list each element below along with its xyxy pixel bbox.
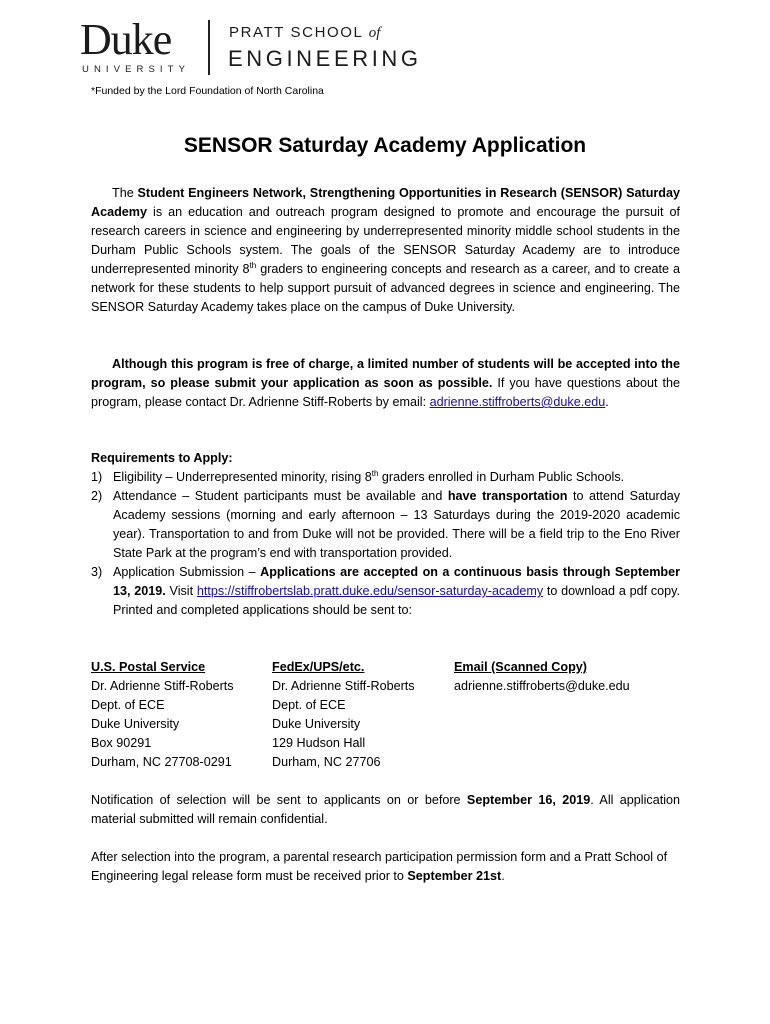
address-column-email (454, 658, 630, 696)
contact-email-link[interactable]: adrienne.stiffroberts@duke.edu (429, 395, 606, 409)
address-line: Durham, NC 27708-0291 (91, 755, 232, 769)
requirement-text: to download a pdf copy. Printed and completed applications should be sent to: (113, 584, 681, 617)
address-line: Dept. of ECE (272, 698, 346, 712)
requirements-heading (91, 449, 680, 468)
pratt-school-logo-line1 (229, 24, 380, 42)
logo-divider (208, 20, 210, 75)
address-header: FedEx/UPS/etc. (272, 660, 365, 674)
requirement-item-eligibility (91, 468, 680, 487)
requirement-bold: Applications are accepted on a continuous basis through September 13, 2019. (113, 565, 680, 598)
contact-paragraph (91, 355, 680, 412)
intro-sup: th (249, 260, 257, 270)
requirement-item-submission (91, 563, 680, 620)
after-selection-text: . (501, 869, 505, 883)
address-header: Email (Scanned Copy) (454, 660, 587, 674)
notification-date: September 16, 2019 (466, 793, 591, 807)
requirement-number: 2) (91, 489, 103, 503)
contact-bold: Although this program is free of charge, a limited number of students will be accepted into the program, so please submit your application as soon as possible. (91, 357, 680, 390)
requirement-item-attendance (91, 487, 680, 563)
pratt-school-text: PRATT SCHOOL (229, 24, 363, 41)
pratt-engineering-text: ENGINEERING (228, 46, 422, 71)
duke-logo-university: UNIVERSITY (82, 64, 191, 75)
after-selection-paragraph (91, 848, 680, 886)
requirement-text: graders enrolled in Durham Public Schools. (378, 470, 625, 484)
requirements-list (91, 468, 680, 620)
duke-university-logo (80, 15, 192, 76)
requirements-heading-text: Requirements to Apply: (91, 451, 233, 465)
intro-program-name: Student Engineers Network, Strengthening Opportunities in Research (SENSOR) Saturday Academy (91, 186, 681, 219)
requirement-text: Application Submission – (113, 565, 261, 579)
email-address: adrienne.stiffroberts@duke.edu (454, 679, 630, 693)
address-column-postal (91, 658, 234, 772)
address-line: Dept. of ECE (91, 698, 165, 712)
address-line: 129 Hudson Hall (272, 736, 366, 750)
requirement-text: to attend Saturday Academy sessions (morning and early afternoon – 13 Saturdays during the 2019-2020 academic year). Transportation to and from Duke will not be provided. There will be a field trip to the Eno River State Park at the program’s end with transportation provided. (113, 489, 681, 560)
page-title: SENSOR Saturday Academy Application (183, 134, 587, 157)
address-column-fedex (272, 658, 415, 772)
contact-text: If you have questions about the program, please contact Dr. Adrienne Stiff-Roberts by email: (91, 376, 680, 409)
requirement-text: Eligibility – Underrepresented minority, rising 8 (113, 470, 372, 484)
address-header: U.S. Postal Service (91, 660, 206, 674)
after-selection-date: September 21st (407, 869, 502, 883)
notification-paragraph (91, 791, 680, 829)
funded-note: *Funded by the Lord Foundation of North Carolina (91, 85, 324, 97)
pratt-of-text: of (368, 25, 381, 41)
address-line: Durham, NC 27706 (272, 755, 381, 769)
notification-text: . All application material submitted will remain confidential. (91, 793, 681, 826)
duke-logo-wordmark: Duke (80, 15, 172, 64)
requirement-sup: th (371, 468, 379, 478)
intro-text-a: is an education and outreach program designed to promote and encourage the pursuit of research careers in science and engineering by underrepresented minority middle school students in the Durham Public Schools system. The goals of the SENSOR Saturday Academy are to introduce underrepresented minority 8 (91, 205, 680, 276)
notification-text: Notification of selection will be sent to applicants on or before (91, 793, 467, 807)
address-line: Duke University (272, 717, 361, 731)
requirement-number: 3) (91, 565, 103, 579)
requirement-number: 1) (91, 470, 103, 484)
after-selection-text: After selection into the program, a parental research participation permission form and a Pratt School of Engineering legal release form must be received prior to (91, 850, 668, 883)
requirement-bold: have transportation (447, 489, 568, 503)
academy-website-link[interactable]: https://stiffrobertslab.pratt.duke.edu/sensor-saturday-academy (196, 584, 544, 598)
requirement-text: Attendance – Student participants must be available and (113, 489, 448, 503)
requirement-text: Visit (165, 584, 197, 598)
address-line: Box 90291 (91, 736, 152, 750)
address-line: Dr. Adrienne Stiff-Roberts (91, 679, 234, 693)
intro-paragraph (91, 184, 680, 317)
address-line: Dr. Adrienne Stiff-Roberts (272, 679, 415, 693)
intro-text-b: graders to engineering concepts and research as a career, and to create a network for these students to help support pursuit of advanced degrees in science and engineering. The SENSOR Saturday Academy takes place on the campus of Duke University. (91, 262, 680, 314)
contact-end: . (605, 395, 609, 409)
intro-the: The (112, 186, 138, 200)
address-line: Duke University (91, 717, 180, 731)
